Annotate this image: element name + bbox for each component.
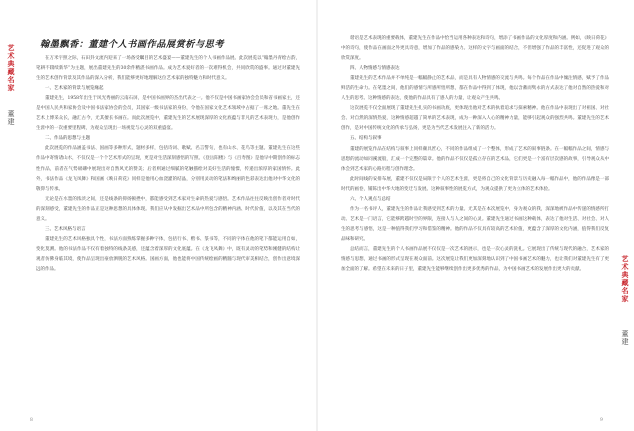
paragraph: 董建先生的艺术作品并不单纯是一幅幅静止的艺术品，而是具有人物情感的交流与共鸣。每个作品在作品中倾注情感，赋予了作品鲜活的生命力。在笔墨之间，他们的感情与所感所悟所想，都在作品中得到了体现，他以含蓄而隽永的方式表达了他对自然的热爱和对人生的思考。这种情感的表达，使他的作品具有了感人的力量，让观众产生共鸣。 <box>341 76 609 102</box>
author-vertical-label: 董建 <box>621 330 629 346</box>
paragraph: 此时间线的安排布展，董建不仅仅是局限于个人的艺术生涯，更是将自己的文化背景与历史融入每一幅作品中，他的作品像是一部时代的画卷，铺陈出中华大地的变迁与发展。这种叙事性的展览方式，为观众提供了更为立体的艺术体验。 <box>341 176 609 192</box>
section-heading: 一、艺术家的背景与展览缘起 <box>45 86 104 92</box>
paragraph: 董建先生，1958年出生于风光秀丽的云南石屏，是中国书画界的杰出代表之一。他不仅是中国书画家协会会员和省书画家主，还是中国人民共和家协会及中国书法家协会的会员，其国家一级书法家的身份，令他在国家文化艺术领域中占据了一席之地。董先生在艺术上博采众长，融汇古今，尤其擅长书画在。而此次展览中，董建先生的艺术展现深厚的文化底蕴与非凡的艺术表现力，是他创作生涯中的一次重要里程碑，为观众呈现出一场视觉与心灵的双重盛宴。 <box>36 96 300 132</box>
section-heading: 四、人物情感与情感表达 <box>350 66 400 72</box>
left-text-column <box>36 54 300 275</box>
paragraph: 此次展览的作品涵盖书法、国画等多种形式，题材多样，包括诗词、歌赋、名言警句，也有山水、花鸟等主题。董建先生在这些作品中寄情诸山水，不仅仅是一个个艺术形式的呈现，更是对生活深刻感悟的写照。《登岳阳楼》与《百寿图》是他早中期创作的标志性作品，前者在气势磅礴中展现出对自然风光的赞美；后者则通过细腻的笔触描绘对美好生活的憧憬，传递出浓厚的家国情怀。此外，书法作品《龙飞凤舞》和国画《映日荷花》同样是他用心血浇灌的结晶，分别用灵动的笔法和绚丽的色彩表达出他对中华文化的敬仰与传承。 <box>36 146 300 192</box>
brand-vertical-label: 艺术典藏名家 <box>7 43 15 92</box>
paragraph: 董建先生的艺术风格独具个性，书法方面熟练掌握多种字体，包括行书、楷书、篆书等，不同的字体在他的笔下都能运用自如，变化莫测。他的书法作品不仅有着独特的线条美感，还蕴含着深厚的文化底蕴。在《龙飞凤舞》中，既有灵动的笔势和刚健的结构让观者仿佛身临其境，使作品呈现出豪放洒脱的艺术风格。国画方面，他也能将中国传统绘画的精髓与现代审美相结合，创作出意境深远的作品。 <box>36 236 300 272</box>
section-heading: 二、作品的思想与主题 <box>45 136 90 142</box>
paragraph: 在万米宇照之际，石田卦文流内迎来了一场备受瞩目的艺术盛宴——董建先生的个人书画作品展。此次展览以“翰墨丹青绘古韵，笔耕不辍续新华”为主题，展出董建先生的30余件精湛书画作品。成为艺术爱好者的一次难得机会，共同欣赏的盛事。通过对董建先生的艺术创作背景及其作品的深入分析，我们能够更好地理解这位艺术家的独特魅力和时代意义。 <box>36 56 300 82</box>
author-vertical-label: 董建 <box>7 110 15 126</box>
paragraph: 无论是在水墨的浓淡之间，还是线条的抑扬顿挫中，都能感受到艺术家对生命的热爱与感悟。艺术作品往往反映出创作者对时代的深刻感受，董建先生的作品正是这种思想的具体体现。我们应从中发掘出艺术品中所包含的精神内涵、时代价值，以及其在当代的意义。 <box>36 196 300 222</box>
paragraph: 谐语是艺术表现的重要载体，董建先生在作品中恰当运用各种表达和诗句，增添了书画作品的文化厚度和内涵。例如，《映日荷花》中的诗句，使作品在画面之外更具诗意，增加了作品的感染力。这样的文字与画面的结合，不但增强了作品的丰富性，还促进了观众的欣赏深度。 <box>341 36 609 62</box>
section-heading: 五、结构与叙事 <box>350 136 382 142</box>
paragraph: 这次展览不仅全面展现了董建先生扎实的书画功底，更体现出他对艺术的执着追求与探索精神。他在作品中表现出了对祖国、对社会、对自然的深情热爱，这种情感超越了简单的艺术表现，成为一种深入人心的精神力量，能够引起观众的强烈共鸣。董建先生的艺术创作，是对中国传统文化的传承与弘扬，更是为当代艺术发展注入了新的活力。 <box>341 106 609 132</box>
paragraph: 总结而言，董建先生的个人书画作品展不仅仅是一次艺术的展示，也是一次心灵的洗礼。它展现出了传统与现代的融合，艺术家的情感与思想，通过书画的形式呈现在观众面前。这次展览让我们更加深刻地认识到了中国书画艺术的魅力，也让我们对董建先生有了更加全面的了解。希望在未来的日子里，董建先生能够继续创作出更多优秀的作品，为中国书画艺术的发展作出更大的贡献。 <box>341 246 609 273</box>
right-text-column <box>341 34 609 275</box>
right-page <box>317 0 634 431</box>
section-heading: 六、个人观点与总结 <box>350 196 391 202</box>
page-number: 8 <box>30 418 33 423</box>
article-title: 翰墨飘香：董建个人书画作品展赏析与思考 <box>40 39 225 50</box>
paragraph: 作为一名书评人，董建先生的作品让我感受到艺术的力量。尤其是在本次展览中，身为观众的我，深深地被作品中传递的情感所打动。艺术是一门语言，它能够跨越时空的界限，连接人与人之间的心灵。董建先生通过书画这种载体，表达了他对生活、对社会、对人生的思考与感悟，这是一种值得我们学习和借鉴的精神。他的作品不仅具有较高的艺术价值，更蕴含了深厚的文化内涵，值得我们反复品味和研究。 <box>341 206 609 242</box>
page-number: 9 <box>600 418 603 423</box>
section-heading: 三、艺术风格与语言 <box>45 226 86 232</box>
paragraph: 董建的展览作品在结构与叙事上同样颇具匠心，不同的作品组成了一个整体，形成了艺术的叙事链条。在一幅幅作品之间，情感与思想的流动如同溪流般，汇成一个完整的篇章。他的作品不仅仅是孤立存在的艺术品，它们更是一个富有层次感的故事，引导观众从中体会到艺术家的心路历程与创作理念。 <box>341 146 609 172</box>
brand-vertical-label: 艺术典藏名家 <box>621 254 629 303</box>
